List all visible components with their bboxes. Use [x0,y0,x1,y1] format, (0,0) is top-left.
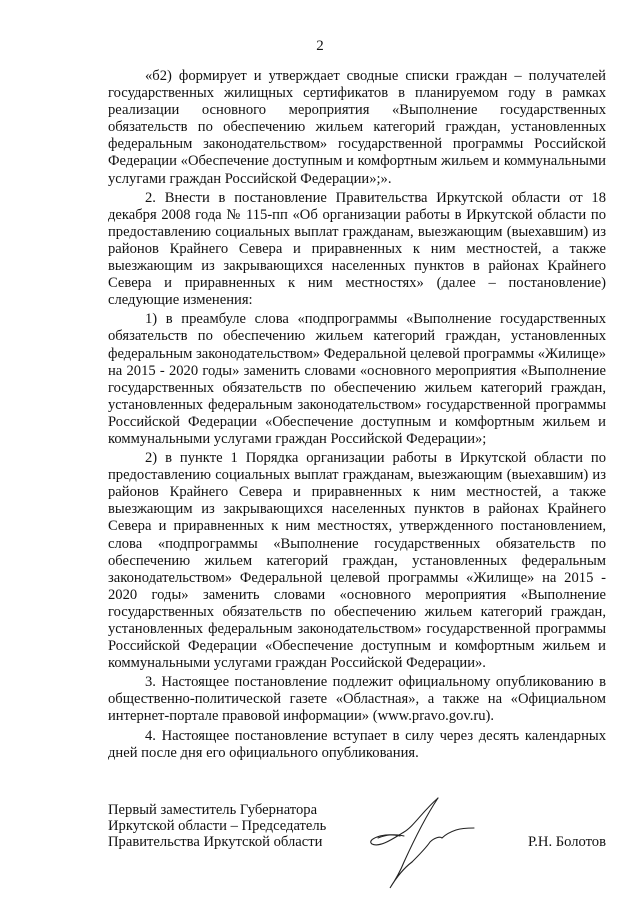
signatory-position [108,802,326,850]
paragraph-subitem-2: 2) в пункте 1 Порядка организации работы в Иркутской области по предоставлению социальных выплат гражданам, выезжающим (выехавшим) из районов Крайнего Севера и приравненных к ним местностей, а также выезжающим из закрывающихся населенных пунктов в районах Крайнего Севера и приравненных к ним местностях, утвержденного постановлением, слова «подпрограммы «Выполнение государственных обязательств по обеспечению жильем категорий граждан, установленных федеральным законодательством» Федеральной целевой программы «Жилище» на 2015 - 2020 годы» заменить словами «основного мероприятия «Выполнение государственных обязательств по обеспечению жильем категорий граждан, установленных федеральным законодательством» государственной программы Российской Федерации «Обеспечение доступным и комфортным жильем и коммунальными услугами граждан Российской Федерации». [108,450,606,672]
document-body [108,68,606,762]
paragraph-subitem-1: 1) в преамбуле слова «подпрограммы «Выполнение государственных обязательств по обеспечению жильем категорий граждан, установленных федеральным законодательством» Федеральной целевой программы «Жилище» на 2015 - 2020 годы» заменить словами «основного мероприятия «Выполнение государственных обязательств по обеспечению жильем категорий граждан, установленных федеральным законодательством» государственной программы Российской Федерации «Обеспечение доступным и комфортным жильем и коммунальными услугами граждан Российской Федерации»; [108,311,606,447]
handwritten-signature [330,792,500,892]
paragraph-item-4: 4. Настоящее постановление вступает в силу через десять календарных дней после дня его официального опубликования. [108,727,606,761]
signatory-position-line: Первый заместитель Губернатора [108,802,318,818]
signatory-position-line: Правительства Иркутской области [108,834,323,850]
paragraph-item-3: 3. Настоящее постановление подлежит официальному опубликованию в общественно-политической газете «Областная», а также на «Официальном интернет-портале правовой информации» (www.pravo.gov.ru). [108,674,606,725]
page-number: 2 [316,38,324,54]
signatory-position-line: Иркутской области – Председатель [108,818,327,834]
paragraph-amendment-quote: «б2) формирует и утверждает сводные списки граждан – получателей государственных жилищных сертификатов в планируемом году в рамках реализации основного мероприятия «Выполнение государственных обязательств по обеспечению жильем категорий граждан, установленных федеральным законодательством» государственной программы Российской Федерации «Обеспечение доступным и комфортным жильем и коммунальными услугами граждан Российской Федерации»;». [108,68,606,187]
signatory-name: Р.Н. Болотов [527,834,606,850]
paragraph-item-2: 2. Внести в постановление Правительства Иркутской области от 18 декабря 2008 года № 115-пп «Об организации работы в Иркутской области по предоставлению социальных выплат гражданам, выезжающим (выехавшим) из районов Крайнего Севера и приравненных к ним местностей, а также выезжающим из закрывающихся населенных пунктов в районах Крайнего Севера и приравненных к ним местностях» (далее – постановление) следующие изменения: [108,189,606,309]
